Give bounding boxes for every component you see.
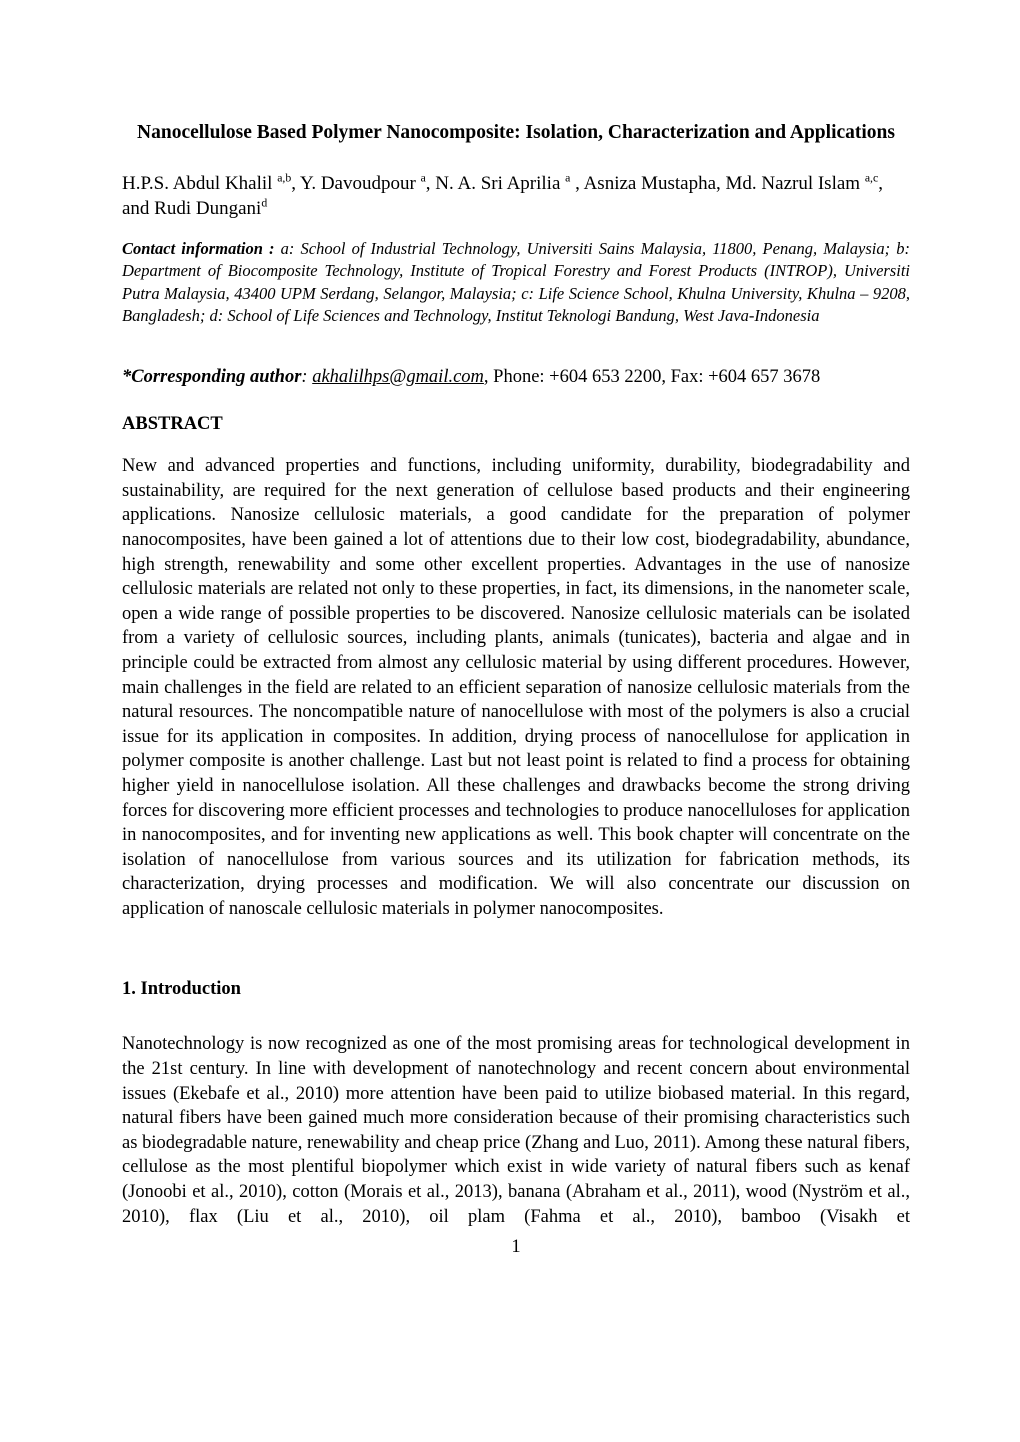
corresponding-author-email[interactable]: akhalilhps@gmail.com [312,367,484,388]
corresponding-author-line [122,365,910,390]
abstract-text: New and advanced properties and functions, including uniformity, durability, biodegradability and sustainability, are required for the next generation of cellulose based products and their engineering applications. Nanosize cellulosic materials, a good candidate for the preparation of polymer nanocomposites, have been gained a lot of attentions due to their low cost, biodegradability, abundance, high strength, renewability and some other excellent properties. Advantages in the use of nanosize cellulosic materials are related not only to these properties, in fact, its dimensions, in the nanometer scale, open a wide range of possible properties to be discovered. Nanosize cellulosic materials can be isolated from a variety of cellulosic sources, including plants, animals (tunicates), bacteria and algae and in principle could be extracted from almost any cellulosic material by using different procedures. However, main challenges in the field are related to an efficient separation of nanosize cellulosic materials from the natural resources. The noncompatible nature of nanocellulose with most of the polymers is also a crucial issue for its application in composites. In addition, drying process of nanocellulose for application in polymer composite is another challenge. Last but not least point is related to find a process for obtaining higher yield in nanocellulose isolation. All these challenges and drawbacks become the strong driving forces for discovering more efficient processes and technologies to produce nanocelluloses for application in nanocomposites, and for inventing new applications as well. This book chapter will concentrate on the isolation of nanocellulose from various sources and its utilization for fabrication methods, its characterization, drying processes and modification. We will also concentrate our discussion on application of nanoscale cellulosic materials in polymer nanocomposites. [122,456,910,919]
corresponding-author-label: *Corresponding author [122,367,302,388]
abstract-heading: ABSTRACT [122,414,223,435]
page-number: 1 [511,1237,521,1258]
affiliation-superscript: a,b [277,171,292,185]
affiliation-superscript: a [565,171,571,185]
contact-information-text: a: School of Industrial Technology, Universiti Sains Malaysia, 11800, Penang, Malaysia; b: Department of Biocomposite Technology, Institute of Tropical Forestry and Forest Products (INTROP), Universiti Putra Malaysia, 43400 UPM Serdang, Selangor, Malaysia; c: Life Science School, Khulna University, Khulna – 9208, Bangladesh; d: School of Life Sciences and Technology, Institut Teknologi Bandung, West Java-Indonesia [122,239,910,325]
affiliation-superscript: d [261,196,268,210]
corresponding-author-separator: : [301,367,313,388]
author-segment: , N. A. Sri Aprilia [425,173,566,194]
affiliation-superscript: a,c [864,171,879,185]
paper-title: Nanocellulose Based Polymer Nanocomposite: Isolation, Characterization and Applications [137,122,895,143]
contact-information [122,238,910,327]
author-segment: , Y. Davoudpour [291,173,421,194]
introduction-heading: 1. Introduction [122,979,241,1000]
corresponding-author-phone-fax: , Phone: +604 653 2200, Fax: +604 657 3678 [483,367,821,388]
affiliation-superscript: a [420,171,426,185]
author-segment: H.P.S. Abdul Khalil [122,173,278,194]
contact-information-label: Contact information : [122,239,281,258]
author-line [122,171,910,221]
author-segment: , Asniza Mustapha, Md. Nazrul Islam [570,173,865,194]
introduction-text: Nanotechnology is now recognized as one of the most promising areas for technological development in the 21st century. In line with development of nanotechnology and recent concern about environmental issues (Ekebafe et al., 2010) more attention have been paid to utilize biobased material. In this regard, natural fibers have been gained much more consideration because of their promising characteristics such as biodegradable nature, renewability and cheap price (Zhang and Luo, 2011). Among these natural fibers, cellulose as the most plentiful biopolymer which exist in wide variety of natural fibers such as kenaf (Jonoobi et al., 2010), cotton (Morais et al., 2013), banana (Abraham et al., 2011), wood (Nyström et al., 2010), flax (Liu et al., 2010), oil plam (Fahma et al., 2010), bamboo (Visakh et [122,1034,910,1227]
author-segment: , and Rudi Dungani [122,173,883,219]
